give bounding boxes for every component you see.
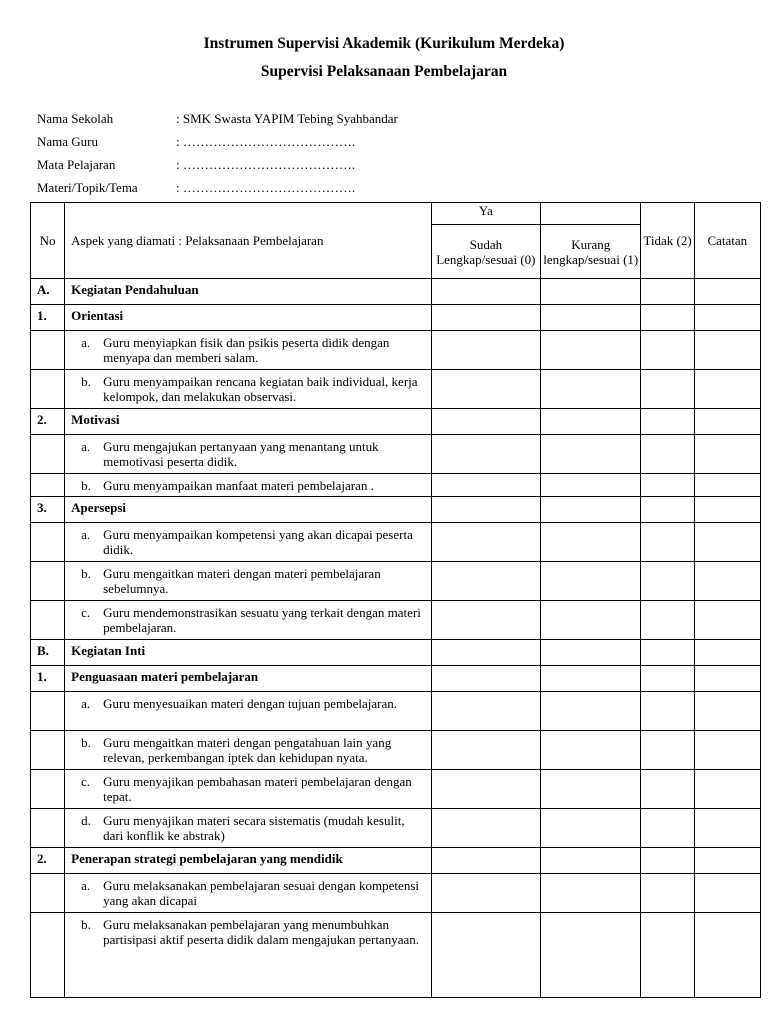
cell-sudah[interactable] [431, 370, 540, 409]
item-text-cell [65, 601, 432, 640]
header-kurang: Kurang lengkap/sesuai (1) [541, 225, 641, 279]
section-title: Orientasi [65, 305, 432, 331]
header-catatan: Catatan [694, 203, 760, 279]
item-number-cell [31, 370, 65, 409]
item-text-cell [65, 913, 432, 998]
cell-sudah[interactable] [431, 666, 540, 692]
info-value: : SMK Swasta YAPIM Tebing Syahbandar [176, 111, 398, 126]
cell-kurang[interactable] [541, 497, 641, 523]
item-number-cell [31, 809, 65, 848]
cell-tidak[interactable] [641, 305, 694, 331]
item-text: Guru melaksanakan pembelajaran sesuai dengan kompetensi yang akan dicapai [103, 878, 419, 908]
supervision-table [30, 202, 761, 998]
section-number: 1. [31, 305, 65, 331]
item-row [31, 809, 761, 848]
cell-tidak[interactable] [641, 666, 694, 692]
header-aspect: Aspek yang diamati : Pelaksanaan Pembelajaran [65, 203, 432, 279]
cell-kurang[interactable] [541, 666, 641, 692]
cell-tidak[interactable] [641, 848, 694, 874]
cell-kurang[interactable] [541, 331, 641, 370]
cell-tidak[interactable] [641, 562, 694, 601]
item-text-cell [65, 562, 432, 601]
cell-kurang[interactable] [541, 435, 641, 474]
item-text-cell [65, 331, 432, 370]
cell-tidak[interactable] [641, 435, 694, 474]
info-label: Materi/Topik/Tema [37, 180, 138, 195]
cell-sudah[interactable] [431, 848, 540, 874]
cell-catatan[interactable] [694, 523, 760, 562]
cell-catatan[interactable] [694, 562, 760, 601]
item-text-cell [65, 731, 432, 770]
header-blank [541, 203, 641, 225]
cell-catatan[interactable] [694, 666, 760, 692]
item-text: Guru mendemonstrasikan sesuatu yang terkait dengan materi pembelajaran. [103, 605, 421, 635]
item-marker: a. [81, 335, 91, 350]
cell-tidak[interactable] [641, 474, 694, 497]
item-row [31, 474, 761, 497]
item-marker: a. [81, 878, 91, 893]
section-number: 3. [31, 497, 65, 523]
item-number-cell [31, 913, 65, 998]
info-row-school [37, 110, 398, 133]
cell-kurang[interactable] [541, 474, 641, 497]
cell-catatan[interactable] [694, 409, 760, 435]
item-row [31, 692, 761, 731]
item-marker: b. [81, 566, 91, 581]
cell-catatan[interactable] [694, 809, 760, 848]
cell-catatan[interactable] [694, 692, 760, 731]
cell-catatan[interactable] [694, 770, 760, 809]
cell-sudah[interactable] [431, 409, 540, 435]
cell-tidak[interactable] [641, 692, 694, 731]
section-row [31, 666, 761, 692]
cell-kurang[interactable] [541, 601, 641, 640]
info-row-teacher [37, 133, 398, 156]
item-text-cell [65, 770, 432, 809]
item-row [31, 435, 761, 474]
item-marker: b. [81, 917, 91, 932]
cell-catatan[interactable] [694, 305, 760, 331]
header-sudah: Sudah Lengkap/sesuai (0) [431, 225, 540, 279]
header-no: No [31, 203, 65, 279]
item-text-cell [65, 692, 432, 731]
section-number: 2. [31, 409, 65, 435]
info-label: Nama Sekolah [37, 111, 114, 126]
section-row [31, 640, 761, 666]
cell-catatan[interactable] [694, 370, 760, 409]
table-header-row [31, 203, 761, 225]
item-number-cell [31, 731, 65, 770]
section-title: Kegiatan Inti [65, 640, 432, 666]
cell-sudah[interactable] [431, 640, 540, 666]
section-row [31, 305, 761, 331]
cell-tidak[interactable] [641, 523, 694, 562]
cell-sudah[interactable] [431, 474, 540, 497]
item-number-cell [31, 331, 65, 370]
item-marker: b. [81, 735, 91, 750]
cell-sudah[interactable] [431, 913, 540, 998]
cell-sudah[interactable] [431, 601, 540, 640]
cell-kurang[interactable] [541, 409, 641, 435]
cell-kurang[interactable] [541, 523, 641, 562]
item-row [31, 331, 761, 370]
cell-tidak[interactable] [641, 640, 694, 666]
cell-sudah[interactable] [431, 435, 540, 474]
cell-sudah[interactable] [431, 331, 540, 370]
cell-kurang[interactable] [541, 562, 641, 601]
cell-catatan[interactable] [694, 279, 760, 305]
cell-tidak[interactable] [641, 770, 694, 809]
info-label: Mata Pelajaran [37, 157, 116, 172]
cell-sudah[interactable] [431, 279, 540, 305]
cell-sudah[interactable] [431, 497, 540, 523]
cell-catatan[interactable] [694, 731, 760, 770]
info-value: : …………………………………. [176, 134, 356, 149]
cell-catatan[interactable] [694, 913, 760, 998]
section-title: Apersepsi [65, 497, 432, 523]
cell-tidak[interactable] [641, 279, 694, 305]
cell-sudah[interactable] [431, 562, 540, 601]
item-text: Guru mengaitkan materi dengan pengatahuan lain yang relevan, perkembangan iptek dan kehidupan nyata. [103, 735, 392, 765]
info-block [37, 110, 398, 202]
item-number-cell [31, 601, 65, 640]
section-row [31, 279, 761, 305]
cell-kurang[interactable] [541, 640, 641, 666]
item-text: Guru menyajikan pembahasan materi pembelajaran dengan tepat. [103, 774, 412, 804]
document-subtitle: Supervisi Pelaksanaan Pembelajaran [260, 63, 508, 80]
item-text: Guru mengaitkan materi dengan materi pembelajaran sebelumnya. [103, 566, 381, 596]
item-number-cell [31, 562, 65, 601]
info-value: : …………………………………. [176, 180, 356, 195]
item-marker: b. [81, 374, 91, 389]
section-title: Kegiatan Pendahuluan [65, 279, 432, 305]
cell-tidak[interactable] [641, 409, 694, 435]
item-text: Guru menyiapkan fisik dan psikis peserta didik dengan menyapa dan memberi salam. [103, 335, 390, 365]
section-title: Motivasi [65, 409, 432, 435]
cell-catatan[interactable] [694, 601, 760, 640]
item-number-cell [31, 874, 65, 913]
item-row [31, 601, 761, 640]
item-text-cell [65, 874, 432, 913]
cell-catatan[interactable] [694, 474, 760, 497]
cell-catatan[interactable] [694, 331, 760, 370]
section-number: 2. [31, 848, 65, 874]
item-number-cell [31, 474, 65, 497]
item-marker: a. [81, 439, 91, 454]
cell-kurang[interactable] [541, 279, 641, 305]
cell-tidak[interactable] [641, 497, 694, 523]
item-marker: c. [81, 774, 91, 789]
cell-catatan[interactable] [694, 848, 760, 874]
item-text: Guru mengajukan pertanyaan yang menantang untuk memotivasi peserta didik. [103, 439, 379, 469]
item-row [31, 874, 761, 913]
item-text-cell [65, 435, 432, 474]
item-text: Guru menyampaikan rencana kegiatan baik individual, kerja kelompok, dan melakukan observasi. [103, 374, 418, 404]
cell-sudah[interactable] [431, 692, 540, 731]
cell-sudah[interactable] [431, 305, 540, 331]
cell-tidak[interactable] [641, 874, 694, 913]
section-number: A. [31, 279, 65, 305]
item-marker: c. [81, 605, 91, 620]
info-row-subject [37, 156, 398, 179]
cell-tidak[interactable] [641, 809, 694, 848]
info-value: : …………………………………. [176, 157, 356, 172]
item-text: Guru menyajikan materi secara sistematis (mudah kesulit, dari konflik ke abstrak) [103, 813, 405, 843]
item-row [31, 913, 761, 998]
section-title: Penerapan strategi pembelajaran yang mendidik [65, 848, 432, 874]
cell-kurang[interactable] [541, 731, 641, 770]
cell-kurang[interactable] [541, 848, 641, 874]
item-marker: a. [81, 696, 91, 711]
item-text: Guru menyesuaikan materi dengan tujuan pembelajaran. [103, 696, 397, 711]
item-marker: a. [81, 527, 91, 542]
cell-sudah[interactable] [431, 809, 540, 848]
cell-catatan[interactable] [694, 874, 760, 913]
item-text-cell [65, 809, 432, 848]
info-row-topic [37, 179, 398, 202]
cell-kurang[interactable] [541, 874, 641, 913]
section-row [31, 497, 761, 523]
item-row [31, 731, 761, 770]
item-text: Guru menyampaikan kompetensi yang akan dicapai peserta didik. [103, 527, 413, 557]
cell-sudah[interactable] [431, 770, 540, 809]
item-row [31, 370, 761, 409]
cell-kurang[interactable] [541, 305, 641, 331]
cell-kurang[interactable] [541, 809, 641, 848]
item-text-cell [65, 370, 432, 409]
cell-sudah[interactable] [431, 874, 540, 913]
item-number-cell [31, 523, 65, 562]
header-ya: Ya [431, 203, 540, 225]
item-number-cell [31, 435, 65, 474]
item-row [31, 770, 761, 809]
section-number: B. [31, 640, 65, 666]
cell-tidak[interactable] [641, 370, 694, 409]
item-marker: b. [81, 478, 91, 493]
cell-kurang[interactable] [541, 913, 641, 998]
cell-tidak[interactable] [641, 601, 694, 640]
item-text: Guru melaksanakan pembelajaran yang menumbuhkan partisipasi aktif peserta didik dalam mengajukan pertanyaan. [103, 917, 419, 947]
item-row [31, 523, 761, 562]
section-row [31, 848, 761, 874]
section-number: 1. [31, 666, 65, 692]
info-label: Nama Guru [37, 134, 99, 149]
cell-kurang[interactable] [541, 692, 641, 731]
document-title: Instrumen Supervisi Akademik (Kurikulum Merdeka) [203, 35, 565, 52]
item-marker: d. [81, 813, 91, 828]
cell-catatan[interactable] [694, 497, 760, 523]
item-row [31, 562, 761, 601]
cell-sudah[interactable] [431, 523, 540, 562]
cell-tidak[interactable] [641, 331, 694, 370]
item-text-cell [65, 474, 432, 497]
cell-catatan[interactable] [694, 640, 760, 666]
cell-sudah[interactable] [431, 731, 540, 770]
cell-catatan[interactable] [694, 435, 760, 474]
cell-tidak[interactable] [641, 913, 694, 998]
cell-kurang[interactable] [541, 370, 641, 409]
item-text-cell [65, 523, 432, 562]
item-number-cell [31, 770, 65, 809]
section-title: Penguasaan materi pembelajaran [65, 666, 432, 692]
item-number-cell [31, 692, 65, 731]
cell-kurang[interactable] [541, 770, 641, 809]
cell-tidak[interactable] [641, 731, 694, 770]
item-text: Guru menyampaikan manfaat materi pembelajaran . [103, 478, 374, 493]
section-row [31, 409, 761, 435]
header-tidak: Tidak (2) [641, 203, 694, 279]
